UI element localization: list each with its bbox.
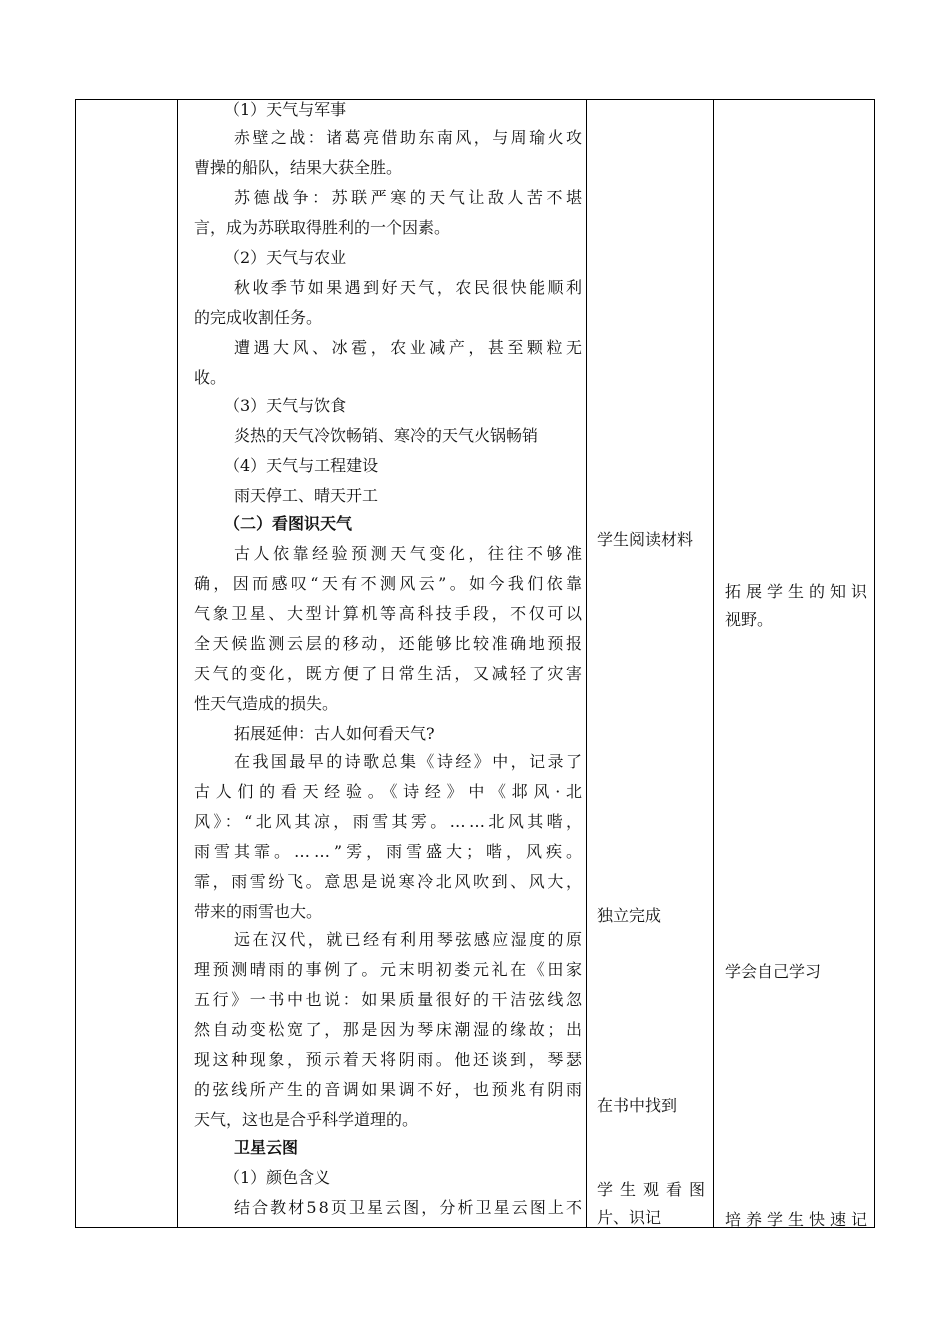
student-activity-text: 片、识记 xyxy=(597,1208,662,1227)
content-text-line: 曹操的船队，结果大获全胜。 xyxy=(194,158,403,177)
content-text-line: 理预测晴雨的事例了。元末明初娄元礼在《田家 xyxy=(194,960,585,979)
content-text-line: （4）天气与工程建设 xyxy=(224,456,379,475)
content-text-line: 赤壁之战：诸葛亮借助东南风，与周瑜火攻 xyxy=(234,128,585,147)
content-text-line: 性天气造成的损失。 xyxy=(194,694,339,713)
content-text-line: 古人们的看天经验。《诗经》中《邶风·北 xyxy=(194,782,588,801)
content-text-line: 确，因而感叹“天有不测风云”。如今我们依靠 xyxy=(194,574,586,593)
student-activity-text: 学生阅读材料 xyxy=(597,530,694,549)
design-intent-text: 学会自己学习 xyxy=(725,962,822,981)
student-activity-text: 学生观看图 xyxy=(597,1180,712,1199)
content-text-line: 霏，雨雪纷飞。意思是说寒冷北风吹到、风大， xyxy=(194,872,585,891)
content-text-line: 五行》一书中也说：如果质量很好的干洁弦线忽 xyxy=(194,990,585,1009)
content-text-line: 然自动变松宽了，那是因为琴床潮湿的缘故；出 xyxy=(194,1020,585,1039)
content-text-line: 拓展延伸：古人如何看天气? xyxy=(234,724,435,743)
content-text-line: （2）天气与农业 xyxy=(224,248,347,267)
content-text-line: 天气的变化，既方便了日常生活，又减轻了灾害 xyxy=(194,664,585,683)
lesson-plan-table xyxy=(75,99,875,1228)
content-text-line: （二）看图识天气 xyxy=(224,514,353,533)
content-text-line: 全天候监测云层的移动，还能够比较准确地预报 xyxy=(194,634,585,653)
content-text-line: 苏德战争：苏联严寒的天气让敌人苦不堪 xyxy=(234,188,586,207)
content-text-line: 言，成为苏联取得胜利的一个因素。 xyxy=(194,218,451,237)
content-text-line: 雨天停工、晴天开工 xyxy=(234,486,379,505)
design-intent-text: 视野。 xyxy=(725,610,774,629)
content-text-line: 在我国最早的诗歌总集《诗经》中，记录了 xyxy=(234,752,585,771)
content-text-line: （3）天气与饮食 xyxy=(224,396,347,415)
content-text-line: 收。 xyxy=(194,368,227,387)
teaching-content-column xyxy=(178,100,586,1229)
content-text-line: 天气，这也是合乎科学道理的。 xyxy=(194,1110,419,1129)
content-text-line: 雨雪其霏。……”雱，雨雪盛大；喈，风疾。 xyxy=(194,842,586,861)
content-text-line: 远在汉代，就已经有利用琴弦感应湿度的原 xyxy=(234,930,585,949)
content-text-line: 炎热的天气冷饮畅销、寒冷的天气火锅畅销 xyxy=(234,426,539,445)
student-activity-text: 独立完成 xyxy=(597,906,662,925)
content-text-line: 卫星云图 xyxy=(234,1138,299,1157)
content-text-line: 的完成收割任务。 xyxy=(194,308,323,327)
content-text-line: 结合教材58页卫星云图，分析卫星云图上不 xyxy=(234,1198,585,1217)
content-text-line: 气象卫星、大型计算机等高科技手段，不仅可以 xyxy=(194,604,585,623)
content-text-line: 古人依靠经验预测天气变化，往往不够准 xyxy=(234,544,586,563)
content-text-line: 现这种现象，预示着天将阴雨。他还谈到，琴瑟 xyxy=(194,1050,585,1069)
content-text-line: （1）天气与军事 xyxy=(224,100,347,119)
content-text-line: 风》：“北风其凉，雨雪其雱。……北风其喈， xyxy=(194,812,586,831)
design-intent-text: 培养学生快速记 xyxy=(725,1210,872,1229)
content-text-line: 秋收季节如果遇到好天气，农民很快能顺利 xyxy=(234,278,585,297)
student-activity-text: 在书中找到 xyxy=(597,1096,678,1115)
design-intent-column xyxy=(714,100,874,1229)
student-activity-column xyxy=(587,100,713,1229)
content-text-line: （1）颜色含义 xyxy=(224,1168,331,1187)
design-intent-text: 拓展学生的知识 xyxy=(725,582,872,601)
content-text-line: 遭遇大风、冰雹，农业减产，甚至颗粒无 xyxy=(234,338,586,357)
content-text-line: 的弦线所产生的音调如果调不好，也预兆有阴雨 xyxy=(194,1080,585,1099)
content-text-line: 带来的雨雪也大。 xyxy=(194,902,323,921)
